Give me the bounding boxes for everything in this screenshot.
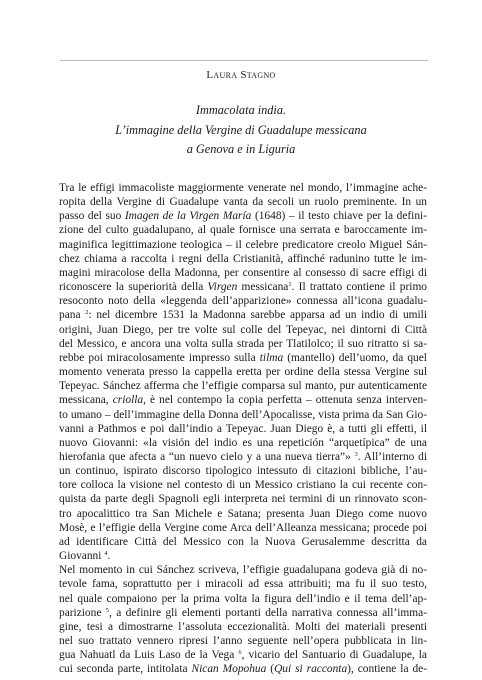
- header-rule: [60, 60, 428, 61]
- text-line: tro apocalittico tra San Michele e Satana; presenta Juan Diego come nuovo: [59, 507, 427, 520]
- text-line: gua Nahuatl da Luis Laso de la Vega $^6$, vicario del Santuario di Guadalupe, la: [59, 649, 427, 662]
- footnote-ref: 3: [354, 450, 358, 458]
- text-line: Mosè, e l’effigie della Vergine come Arca dell’Alleanza messicana; procede poi: [59, 521, 427, 534]
- text-line: nel suo trattato vennero ripresi l’anno seguente nell’opera pubblicata in lin-: [59, 635, 427, 647]
- text-line: momento venerata presso la cappella eretta per ordine della stessa Vergine sul: [59, 366, 427, 379]
- text-line: vanni a Pathmos e poi dall’indio a Tepeyac. Juan Diego è, a tutti gli effetti, il: [59, 422, 427, 435]
- text-line: riconoscere la superiorità della Virgen messicana$^1$. Il trattato contiene il primo: [59, 281, 428, 294]
- footnote-ref: 1: [288, 281, 292, 289]
- text-line: quista da parte degli Spagnoli egli interpreta nei termini di un rinnovato scon-: [59, 493, 427, 506]
- text-line: Tra le effigi immacoliste maggiormente venerate nel mondo, l’immagine ache-: [59, 182, 427, 194]
- text-line: ropita della Vergine di Guadalupe vanta da secoli un ruolo preminente. In un: [59, 196, 427, 209]
- text-line: Nel momento in cui Sánchez scriveva, l’effigie guadalupana godeva già di no-: [59, 564, 427, 577]
- running-head-author: Laura Stagno: [206, 69, 276, 81]
- text-line: maginifica legittimazione teologica – il celebre predicatore creolo Miguel Sán-: [59, 238, 427, 251]
- title-line-1: Immacolata india.: [195, 103, 287, 117]
- text-line: passo del suo Imagen de la Virgen María (1648) – il testo chiave per la defini-: [59, 210, 427, 223]
- text-line: tore colloca la visione nel contesto di un Messico cristiano la cui recente con-: [59, 479, 427, 492]
- text-line: zione del culto guadalupano, al quale fornisce una serrata e baroccamente im-: [59, 224, 427, 237]
- footnote-ref: 5: [105, 606, 109, 614]
- title-line-3: a Genova e in Liguria: [186, 142, 296, 156]
- text-line: pana $^2$: nel dicembre 1531 la Madonna sarebbe apparsa ad un indio di umili: [59, 309, 427, 322]
- article-title: [40, 101, 442, 160]
- text-line: magini miracolose della Madonna, per consentire al consesso di sacre effigi di: [59, 266, 427, 279]
- text-line: ad identificare Città del Messico con la Nuova Gerusalemme descritta da: [59, 535, 427, 548]
- text-line: messicana, criolla, è nel contempo la copia perfetta – ottenuta senza interven-: [59, 394, 427, 407]
- title-line-2: L’immagine della Vergine di Guadalupe messicana: [115, 122, 367, 137]
- footnote-ref: 2: [85, 309, 89, 317]
- body-text: [59, 181, 427, 676]
- footnote-ref: 4: [104, 550, 108, 558]
- text-line: nel quale compaiono per la prima volta la figura dell’indio e il tema dell’ap-: [59, 592, 427, 605]
- text-line: parizione $^5$, a definire gli elementi portanti della narrativa connessa all’imma-: [59, 606, 427, 619]
- text-line: to umano – dell’immagine della Donna dell’Apocalisse, vista prima da San Gio-: [59, 408, 427, 421]
- text-line: nuovo Giovanni: «la visión del indio es una repetición “arquetípica” de una: [59, 436, 427, 449]
- text-line: tevole fama, soprattutto per i miracoli ad essa attribuiti; ma fu il suo testo,: [59, 578, 427, 591]
- text-line: Giovanni $^4$.: [59, 550, 111, 563]
- text-line: un continuo, ispirato discorso tipologico intessuto di citazioni bibliche, l’au-: [59, 465, 427, 478]
- footnote-ref: 6: [238, 649, 242, 657]
- text-line: gine, tesi a dimostrarne l’assoluta eccezionalità. Molti dei materiali presenti: [59, 620, 427, 633]
- text-line: hierofania que afecta a “un nuevo cielo y a una nueva tierra”» $^3$. All’interno di: [59, 450, 427, 463]
- text-line: chez chiama a raccolta i regni della Cristianità, affinché radunino tutte le im-: [59, 252, 427, 265]
- text-line: cui seconda parte, intitolata Nican Mopohua (Qui si racconta), contiene la de-: [59, 663, 427, 676]
- text-line: origini, Juan Diego, per tre volte sul colle del Tepeyac, nei dintorni di Città: [59, 323, 427, 336]
- text-line: resoconto noto della «leggenda dell’apparizione» connessa all’icona guadalu-: [59, 295, 427, 308]
- text-line: del Messico, e ancora una volta sulla strada per Tlatilolco; il suo ritratto si sa-: [59, 337, 427, 350]
- text-line: Tepeyac. Sánchez afferma che l’effigie comparsa sul manto, pur autenticamente: [59, 380, 427, 393]
- text-line: rebbe poi miracolosamente impresso sulla tilma (mantello) dell’uomo, da quel: [59, 351, 427, 364]
